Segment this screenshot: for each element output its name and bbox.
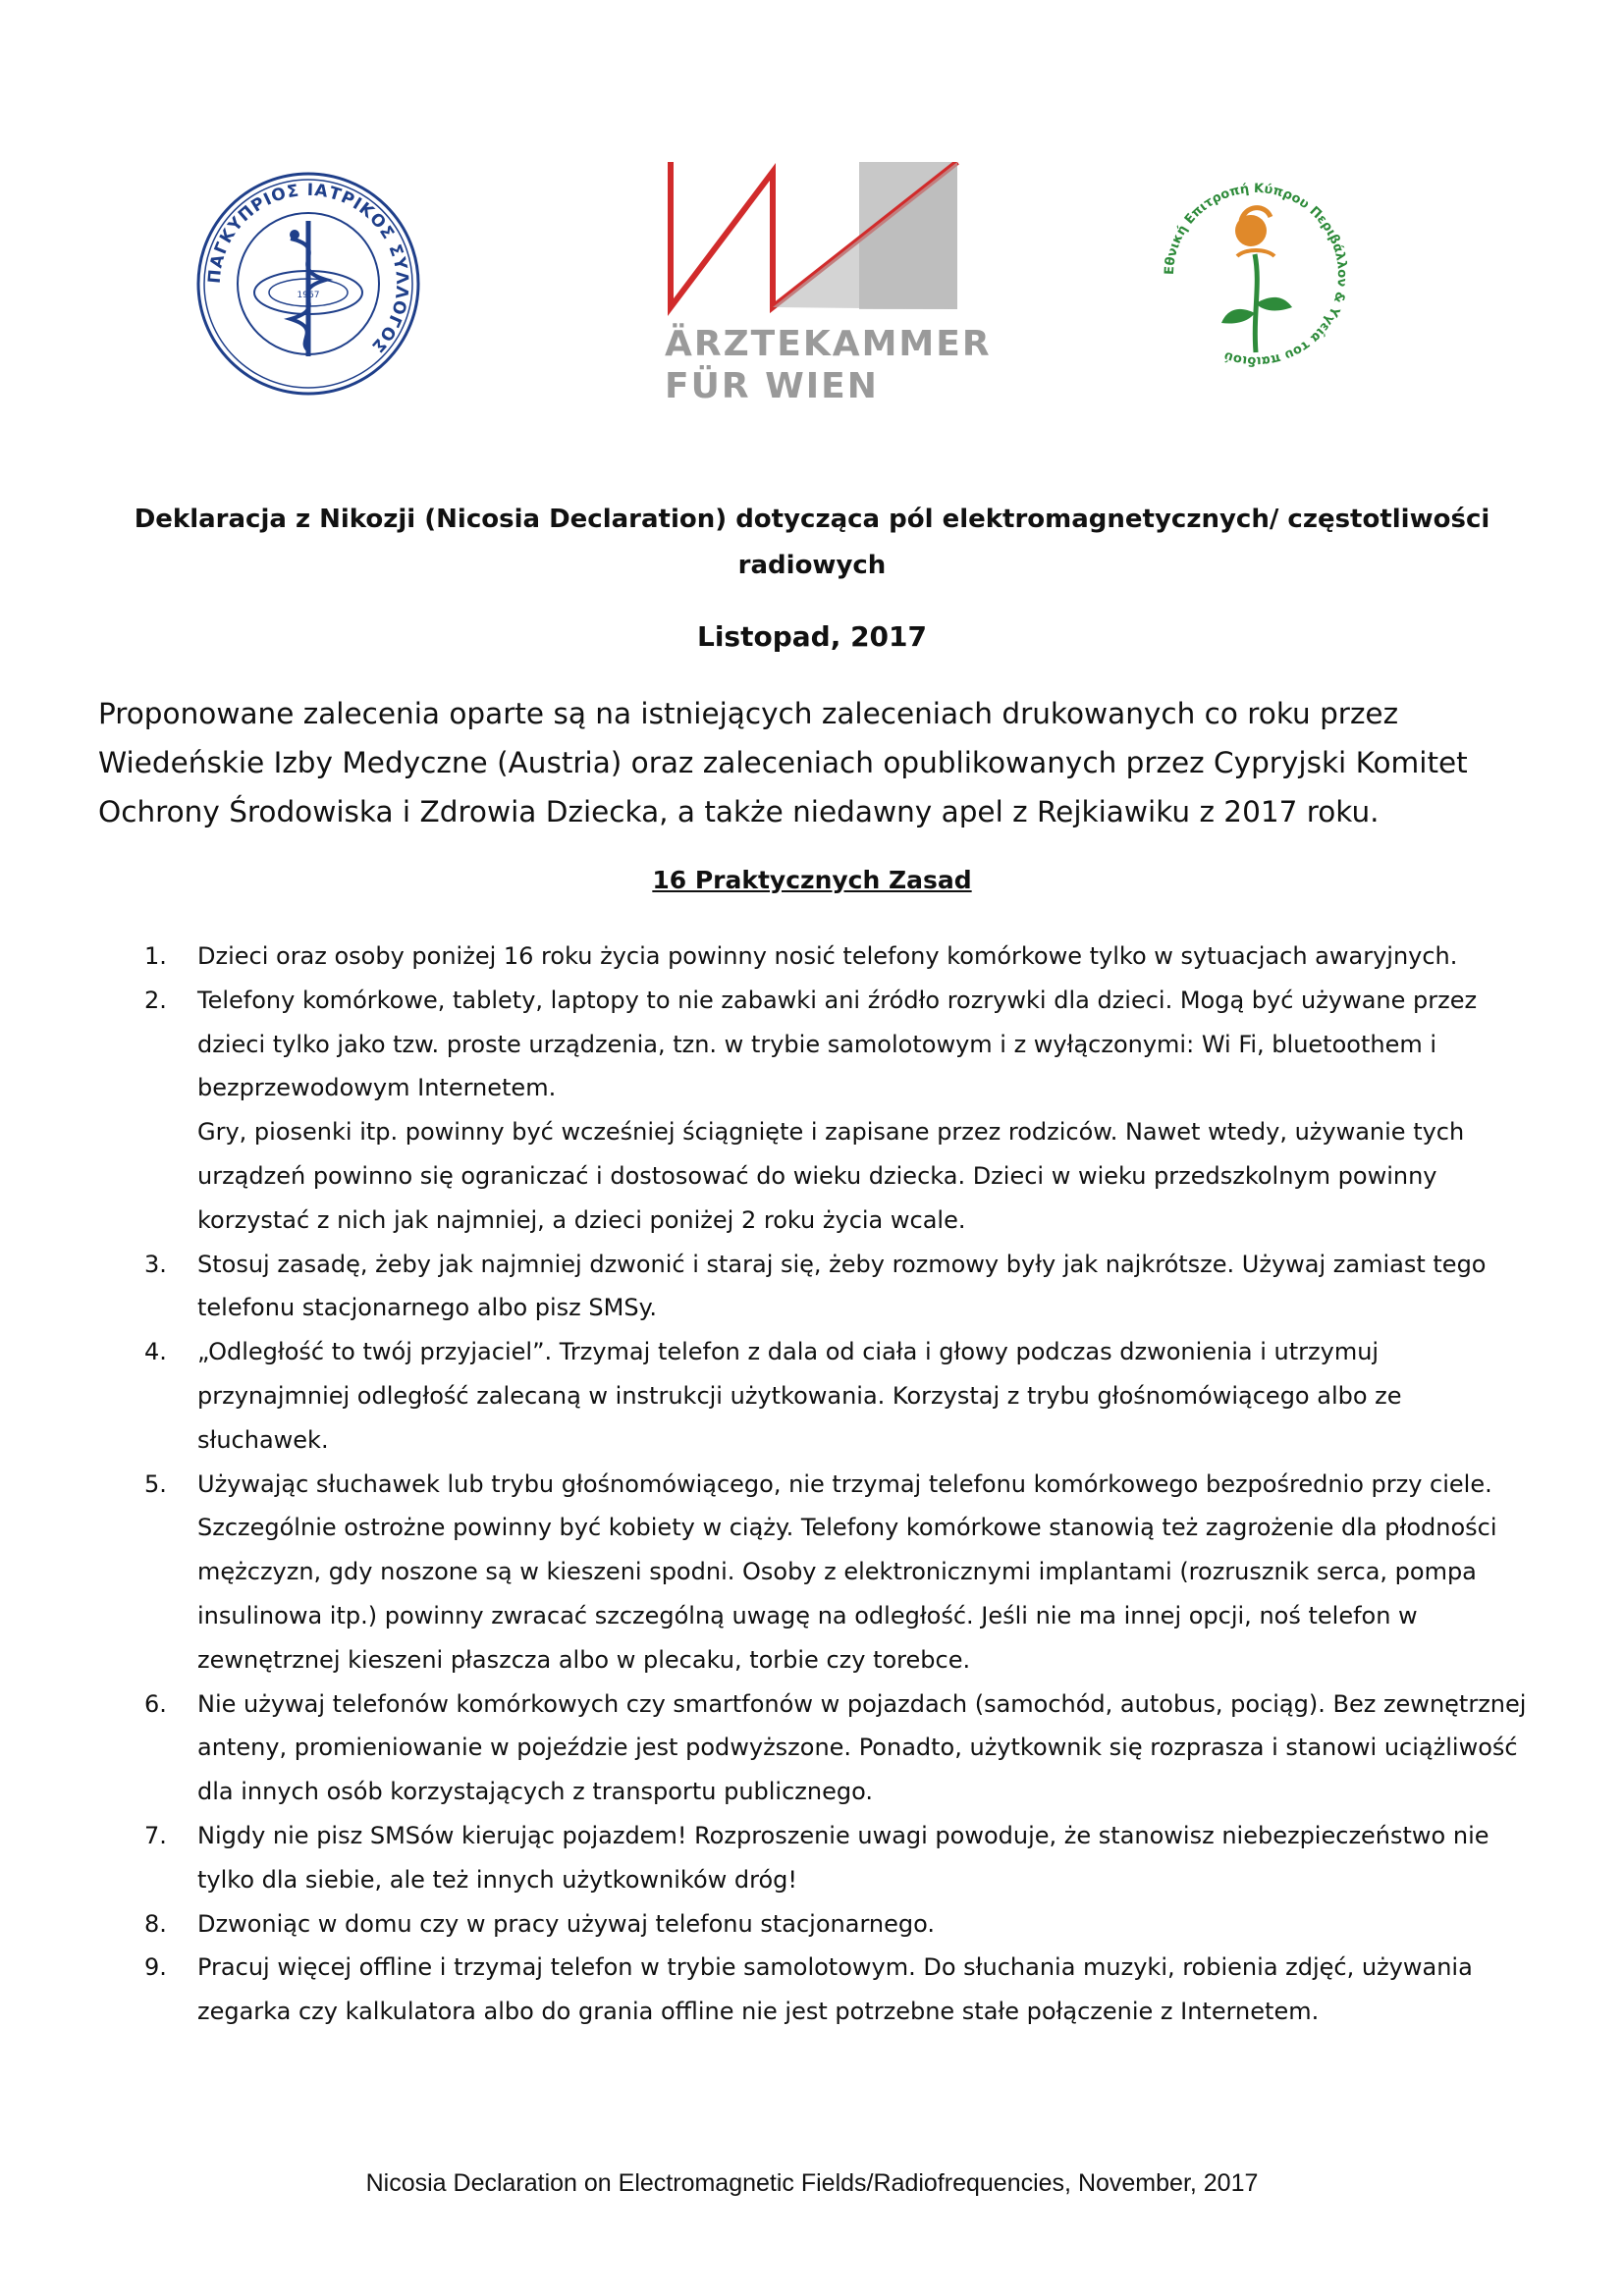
list-item <box>144 1946 1533 2034</box>
list-item-text: Używając słuchawek lub trybu głośnomówiącego, nie trzymaj telefonu komórkowego bezpośrednio przy ciele. Szczególnie ostrożne powinny być kobiety w ciąży. Telefony komórkowe stanowią też zagrożenie dla płodności mężczyzn, gdy noszone są w kieszeni spodni. Osoby z elektronicznymi implantami (rozrusznik serca, pompa insulinowa itp.) powinny zwracać szczególną uwagę na odległość. Jeśli nie ma innej opcji, noś telefon w zewnętrznej kieszeni płaszcza albo w plecaku, torbie czy torebce. <box>197 1469 1497 1674</box>
list-item <box>144 1902 1533 1947</box>
document-date: Listopad, 2017 <box>696 620 928 653</box>
list-item-text: Nie używaj telefonów komórkowych czy smartfonów w pojazdach (samochód, autobus, pociąg). Bez zewnętrznej anteny, promieniowanie w pojeździe jest podwyższone. Ponadto, użytkownik się rozprasza i stanowi uciążliwość dla innych osób korzystających z transportu publicznego. <box>197 1689 1527 1806</box>
list-item <box>144 1682 1533 1814</box>
list-item-text: Dzwoniąc w domu czy w pracy używaj telefonu stacjonarnego. <box>197 1909 935 1938</box>
list-item <box>144 1463 1533 1682</box>
committee-ring-text: Εθνική Επιτροπή Κύπρου Περιβάλλον & Υγεία του παιδιού <box>1162 181 1350 369</box>
chamber-name-line1: ÄRZTEKAMMER <box>665 324 992 364</box>
cyprus-medical-association-seal-icon <box>194 170 422 398</box>
rules-subheading: 16 Praktycznych Zasad <box>652 866 972 894</box>
intro-paragraph: Proponowane zalecenia oparte są na istniejących zaleceniach drukowanych co roku przez Wiedeńskie Izby Medyczne (Austria) oraz zaleceniach opublikowanych przez Cypryjski Komitet Ochrony Środowiska i Zdrowia Dziecka, a także niedawny apel z Rejkiawiku z 2017 roku. <box>98 697 1468 828</box>
seal-ring-text: ΠΑΓΚΥΠΡΙΟΣ ΙΑΤΡΙΚΟΣ ΣΥΛΛΟΓΟΣ <box>204 180 412 357</box>
cyprus-environment-health-committee-logo-icon <box>1147 166 1365 384</box>
chamber-name-line2: FÜR WIEN <box>665 366 879 406</box>
vienna-medical-chamber-logo-icon <box>663 162 997 407</box>
list-item-text: Gry, piosenki itp. powinny być wcześniej ściągnięte i zapisane przez rodziców. Nawet wtedy, używanie tych urządzeń powinno się ograniczać i dostosować do wieku dziecka. Dzieci w wieku przedszkolnym powinny korzystać z nich jak najmniej, a dzieci poniżej 2 roku życia wcale. <box>197 1118 1465 1234</box>
list-item-number: 2. <box>144 986 167 1014</box>
list-item-number: 1. <box>144 942 167 970</box>
list-item-text: „Odległość to twój przyjaciel”. Trzymaj telefon z dala od ciała i głowy podczas dzwonienia i utrzymuj przynajmniej odległość zalecaną w instrukcji użytkowania. Korzystaj z trybu głośnomówiącego albo ze słuchawek. <box>197 1338 1402 1454</box>
list-item <box>144 979 1533 1243</box>
list-item-number: 4. <box>144 1338 167 1366</box>
rules-list <box>0 934 1624 2034</box>
list-item-number: 9. <box>144 1953 167 1982</box>
list-item <box>144 934 1533 979</box>
list-item <box>144 1814 1533 1902</box>
page-footer: Nicosia Declaration on Electromagnetic Fields/Radiofrequencies, November, 2017 <box>365 2169 1259 2197</box>
list-item-text: Dzieci oraz osoby poniżej 16 roku życia powinny nosić telefony komórkowe tylko w sytuacjach awaryjnych. <box>197 942 1458 970</box>
seal-year: 1967 <box>297 291 320 300</box>
list-item-text: Telefony komórkowe, tablety, laptopy to nie zabawki ani źródło rozrywki dla dzieci. Mogą być używane przez dzieci tylko jako tzw. proste urządzenia, tzn. w trybie samolotowym i z wyłączonymi: Wi Fi, bluetoothem i bezprzewodowym Internetem. <box>197 986 1478 1102</box>
document-title: Deklaracja z Nikozji (Nicosia Declaration) dotycząca pól elektromagnetycznych/ częstotliwości radiowych <box>134 505 1490 580</box>
list-item <box>144 1243 1533 1331</box>
logo-row <box>0 162 1624 417</box>
list-item <box>144 1330 1533 1462</box>
list-item-number: 7. <box>144 1821 167 1849</box>
list-item-number: 8. <box>144 1909 167 1938</box>
list-item-number: 6. <box>144 1689 167 1718</box>
list-item-text: Stosuj zasadę, żeby jak najmniej dzwonić i staraj się, żeby rozmowy były jak najkrótsze. Używaj zamiast tego telefonu stacjonarnego albo pisz SMSy. <box>197 1250 1487 1322</box>
list-item-number: 5. <box>144 1469 167 1498</box>
list-item-text: Nigdy nie pisz SMSów kierując pojazdem! Rozproszenie uwagi powoduje, że stanowisz niebezpieczeństwo nie tylko dla siebie, ale też innych użytkowników dróg! <box>197 1821 1489 1894</box>
list-item-text: Pracuj więcej offline i trzymaj telefon w trybie samolotowym. Do słuchania muzyki, robienia zdjęć, używania zegarka czy kalkulatora albo do grania offline nie jest potrzebne stałe połączenie z Internetem. <box>197 1953 1473 2026</box>
list-item-number: 3. <box>144 1250 167 1278</box>
